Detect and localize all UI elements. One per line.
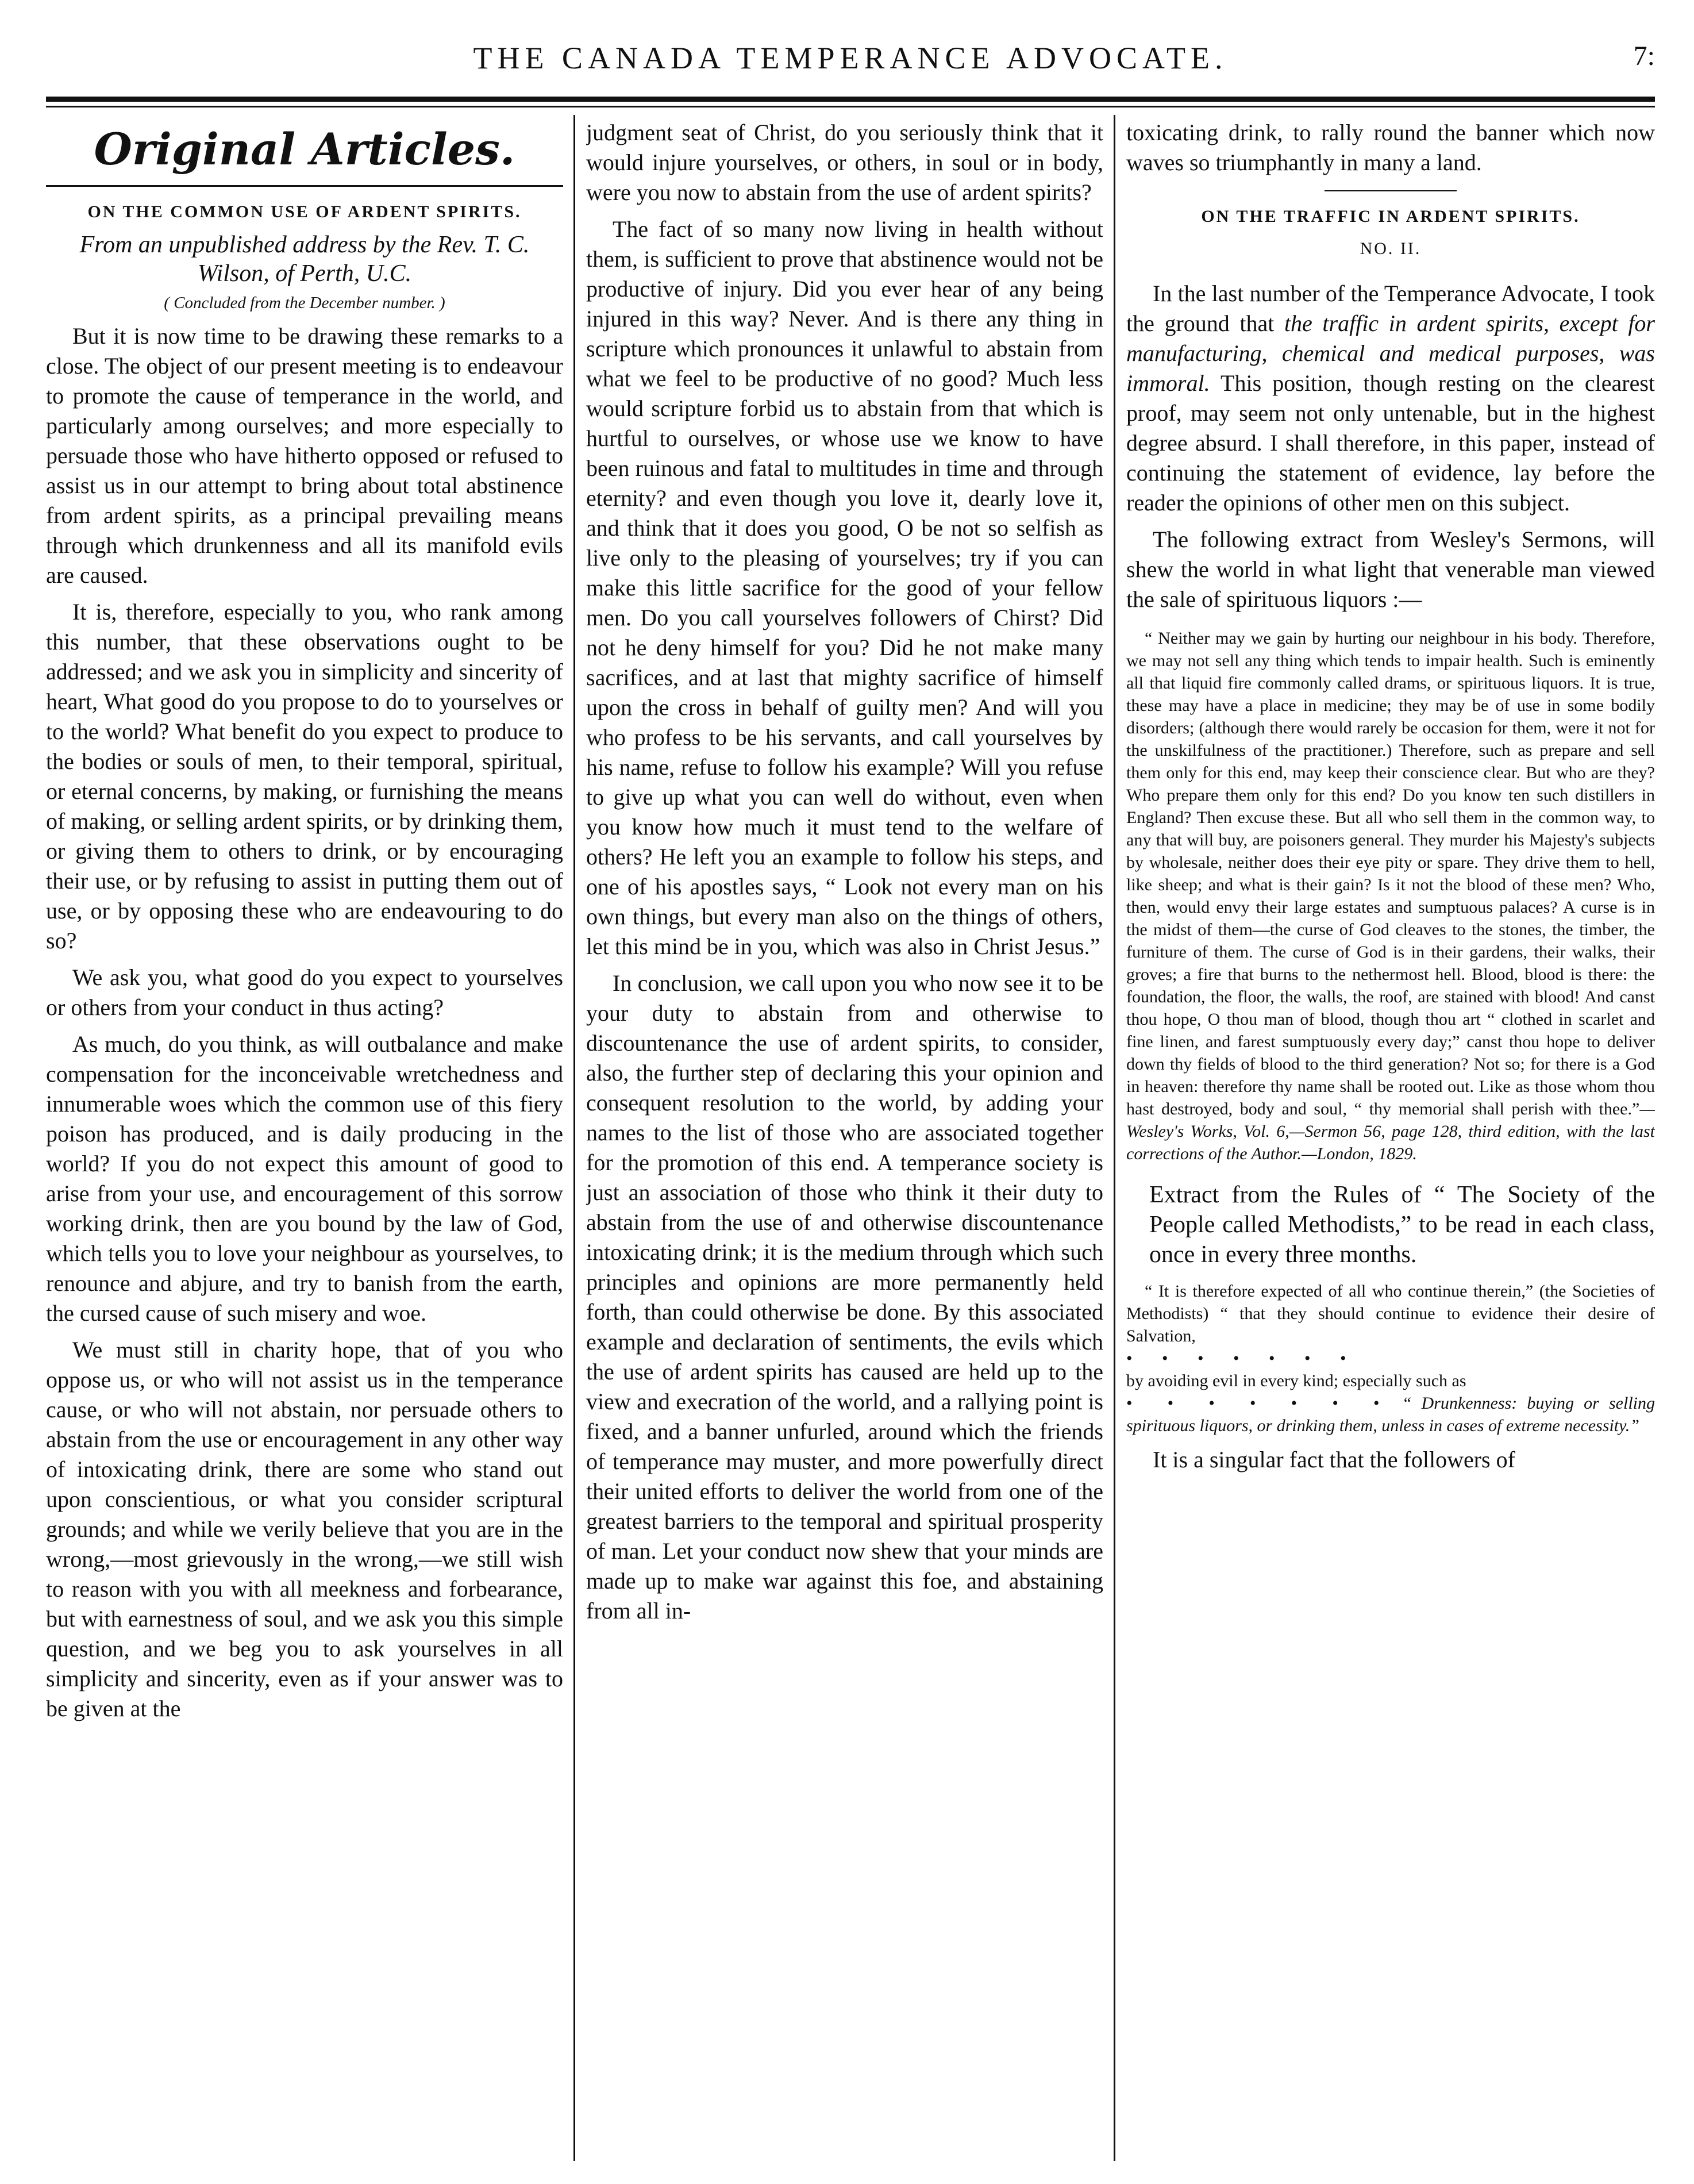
paragraph: We ask you, what good do you expect to yourselves or others from your conduct in thus acting? — [46, 964, 563, 1020]
paragraph-emphasis: the traffic in ardent spirits, except for manufacturing, chemical and medical purposes, was immoral. — [1126, 310, 1655, 396]
paragraph: The following extract from Wesley's Sermons, will shew the world in what light that venerable man viewed the sale of spirituous liquors :— — [1126, 526, 1655, 612]
rules-quote — [1126, 1280, 1655, 1437]
ellipsis-dots: • • • • • • • — [1126, 1394, 1392, 1413]
quote-text: “ Drunkenness: buying or selling spirituous liquors, or drinking them, unless in cases of extreme necessity.” — [1126, 1394, 1655, 1435]
section-rule — [46, 185, 563, 187]
article-number: NO. II. — [1360, 239, 1422, 258]
paragraph: But it is now time to be drawing these remarks to a close. The object of our present meeting is to endeavour to promote the cause of temperance in the world, and particularly among ourselves; and more especially to persuade those who have hitherto opposed or refused to assist us in our attempt to bring about total abstinence from ardent spirits, as a principal prevailing means through which drunkenness and all its manifold evils are caused. — [46, 323, 563, 588]
paragraph: It is, therefore, especially to you, who rank among this number, that these observations ought to be addressed; and we ask you in simplicity and sincerity of heart, What good do you propose to do to yourselves or to the world? What benefit do you expect to produce to the bodies or souls of men, to their temporal, spiritual, or eternal concerns, by making, or furnishing the means of making, or selling ardent spirits, or by drinking them, or giving them to others to drink, or by encouraging their use, or by refusing to assist in putting them out of use, or by opposing these who are endeavouring to do so? — [46, 599, 563, 953]
paragraph-text: In the last number of the Temperance Advocate, I took the ground that — [1126, 280, 1655, 336]
article-byline: From an unpublished address by the Rev. T. C. Wilson, of Perth, U.C. — [79, 232, 530, 287]
header-rule-thin — [46, 106, 1655, 107]
concluded-note: ( Concluded from the December number. ) — [164, 294, 445, 312]
column-divider — [1114, 115, 1115, 2161]
section-title: Original Articles. — [94, 124, 515, 175]
paragraph: judgment seat of Christ, do you seriously think that it would injure yourselves, or others, in soul or in body, were you now to abstain from the use of ardent spirits? — [586, 120, 1103, 205]
column-2 — [586, 118, 1103, 2164]
paragraph: It is a singular fact that the followers of — [1153, 1447, 1515, 1472]
ellipsis-dots: • • • • • • • — [1126, 1349, 1359, 1368]
paragraph: In conclusion, we call upon you who now see it to be your duty to abstain from and otherwise to discountenance the use of ardent spirits, to consider, also, the further step of declaring this your opinion and consequent resolution to the world, by adding your names to the list of those who are associated together for the promotion of this end. A temperance society is just an association of those who think it their duty to abstain from the use of and otherwise discountenance intoxicating drink; it is the medium through which such principles and opinions are more permanently held forth, than could otherwise be done. By this associated example and declaration of sentiments, the evils which the use of ardent spirits has caused are held up to the view and execration of the world, and a rallying point is fixed, and a banner unfurled, around which the friends of temperance may muster, and more powerfully direct their united efforts to deliver the world from one of the greatest barriers to the temporal and spiritual prosperity of man. Let your conduct now shew that your minds are made up to make war against this foe, and abstaining from all in- — [586, 970, 1103, 1624]
page-number: 7: — [1633, 41, 1655, 71]
article-title: ON THE COMMON USE OF ARDENT SPIRITS. — [87, 202, 522, 221]
article-title: ON THE TRAFFIC IN ARDENT SPIRITS. — [1201, 207, 1580, 226]
article-separator — [1325, 190, 1457, 191]
paragraph: The fact of so many now living in health without them, is sufficient to prove that abstinence would not be productive of injury. Did you ever hear of any being injured in this way? Never. And is there any thing in scripture which pronounces it unlawful to abstain from what we feel to be productive of no good? Much less would scripture forbid us to abstain from that which is hurtful to ourselves, or whose use we know to have been ruinous and fatal to multitudes in time and through eternity? and even though you love it, dearly love it, and think that it does you good, O be not so selfish as live only to the pleasing of yourselves; try if you can make this little sacrifice for the good of your fellow men. Do you call yourselves followers of Chirst? Did not he deny himself for you? Did he not make many sacrifices, and at last that mighty sacrifice of himself upon the cross in behalf of guilty men? And will you who profess to be his servants, and call yourselves by his name, refuse to follow his example? Will you refuse to give up what you can well do without, even when you know how much it must tend to the welfare of others? He left you an example to follow his steps, and one of his apostles says, “ Look not every man on his own things, but every man also on the things of others, let this mind be in you, which was also in Christ Jesus.” — [586, 216, 1103, 959]
paragraph: We must still in charity hope, that of you who oppose us, or who will not assist us in the temperance cause, or who will not abstain, nor persuade others to abstain from the use or encouragement in any other way of intoxicating drink, there are some who stand out upon conscientious, or what you consider scriptural grounds; and while we verily believe that you are in the wrong,—most grievously in the wrong,—we still wish to reason with you with all meekness and forbearance, but with earnestness of soul, and we ask you this simple question, and we beg you to ask yourselves in all simplicity and sincerity, even as if your answer was to be given at the — [46, 1337, 563, 1721]
paragraph: As much, do you think, as will outbalance and make compensation for the inconceivable wretchedness and innumerable woes which the common use of this fiery poison has produced, and is daily producing in the world? If you do not expect this amount of good to arise from your use, and encouragement of this sorrow working drink, then are you bound by the law of God, which tells you to love your neighbour as yourselves, to renounce and abjure, and try to banish from the earth, the cursed cause of such misery and woe. — [46, 1031, 563, 1326]
column-3 — [1126, 118, 1655, 2164]
quote-text: “ Neither may we gain by hurting our neighbour in his body. Therefore, we may not sell any thing which tends to impair health. Such is eminently all that liquid fire commonly called drams, or spirituous liquors. It is true, these may have a place in medicine; they may be of use in some bodily disorders; (although there would rarely be occasion for them, were it not for the unskilfulness of the practitioner.) Therefore, such as prepare and sell them only for this end, may keep their conscience clear. But who are they? Who prepare them only for this end? Do you know ten such distillers in England? Then excuse these. But all who sell them in the common way, to any that will buy, are poisoners general. They murder his Majesty's subjects by wholesale, neither does their eye pity or spare. They drive them to hell, like sheep; and what is their gain? Is it not the blood of these men? Who, then, would envy their large estates and sumptuous palaces? A curse is in the midst of them—the curse of God cleaves to the stones, the timber, the furniture of them. The curse of God is in their gardens, their walks, their groves; a fire that burns to the nethermost hell. Blood, blood is there: the foundation, the floor, the walls, the roof, are stained with blood! And canst thou hope, O thou man of blood, though thou art “ clothed in scarlet and fine linen, and farest sumptuously every day;” canst thou hope to deliver down thy fields of blood to the third generation? Not so; for there is a God in heaven: therefore thy name shall be rooted out. Like as those whom thou hast destroyed, body and soul, “ thy memorial shall perish with thee.” — [1126, 629, 1655, 1118]
paragraph-text: This position, though resting on the clearest proof, may seem not only untenable, but in the highest degree absurd. I shall therefore, in this paper, instead of continuing the statement of evidence, lay before the reader the opinions of other men on this subject. — [1126, 370, 1655, 516]
extract-heading: Extract from the Rules of “ The Society of the People called Methodists,” to be read in each class, once in every three months. — [1149, 1182, 1655, 1268]
quote-text: “ It is therefore expected of all who continue therein,” (the Societies of Methodists) “ that they should continue to evidence their desire of Salvation, — [1126, 1282, 1655, 1345]
quote-text: by avoiding evil in every kind; especially such as — [1126, 1371, 1466, 1390]
wesley-quote — [1126, 627, 1655, 1165]
column-divider — [573, 115, 575, 2161]
header-rule-thick — [46, 97, 1655, 102]
page-header — [46, 34, 1655, 98]
paragraph — [1126, 279, 1655, 518]
paragraph: toxicating drink, to rally round the banner which now waves so triumphantly in many a land. — [1126, 120, 1655, 175]
column-1 — [46, 118, 563, 2164]
newspaper-title: THE CANADA TEMPERANCE ADVOCATE. — [473, 41, 1228, 75]
quote-source: — Wesley's Works, Vol. 6,—Sermon 56, page 128, third edition, with the last corrections of the Author.—London, 1829. — [1126, 1099, 1655, 1163]
